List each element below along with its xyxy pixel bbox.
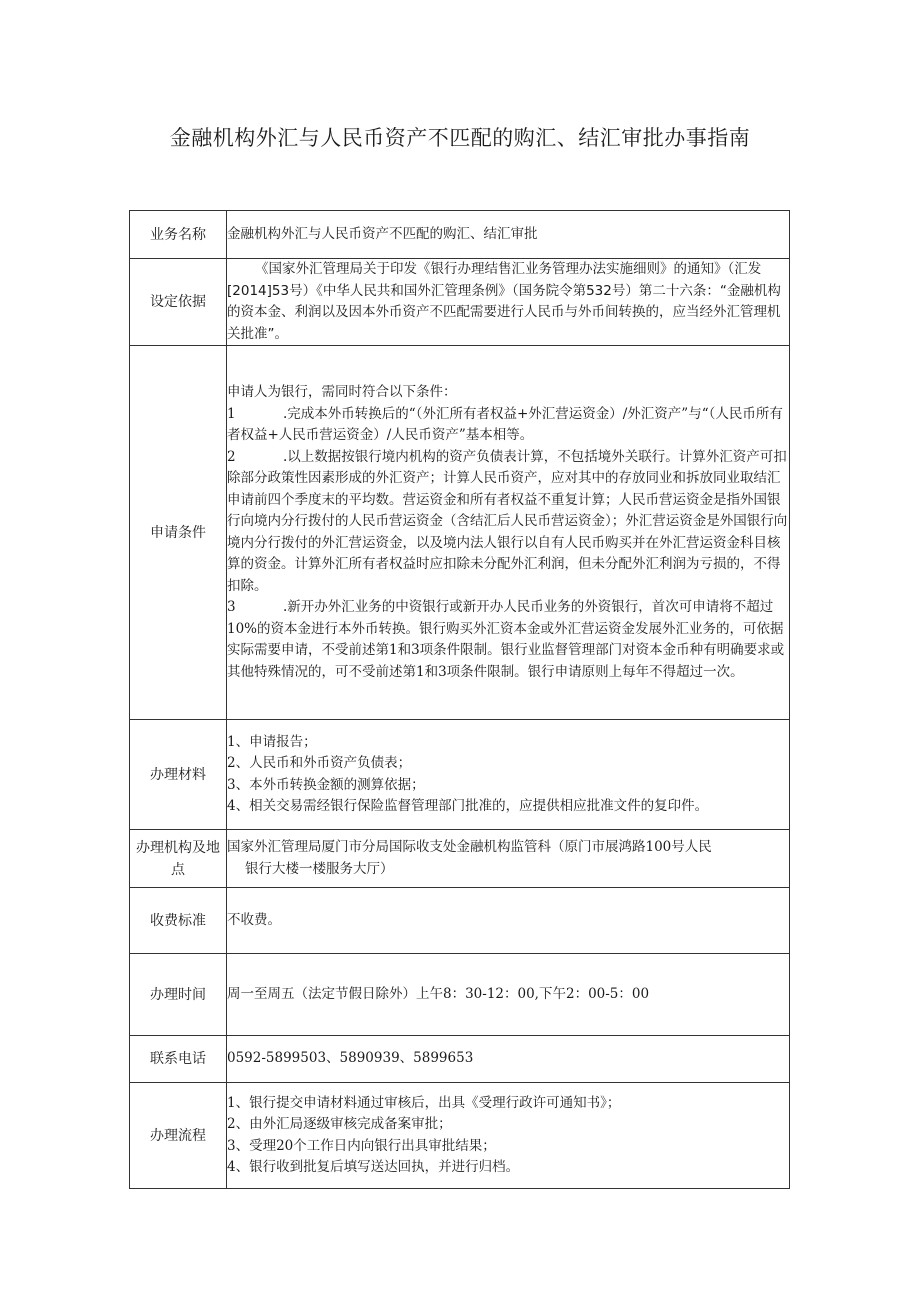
value-process [227,1083,790,1189]
table-row-phone [130,1036,790,1083]
value-hours: 周一至周五（法定节假日除外）上午8：30-12：00,下午2：00-5：00 [227,954,790,1036]
table-row-basis [130,259,790,346]
process-step: 4、银行收到批复后填写送达回执，并进行归档。 [227,1159,520,1175]
page-title: 金融机构外汇与人民币资产不匹配的购汇、结汇审批办事指南 [169,126,751,150]
value-fee: 不收费。 [227,888,790,954]
value-phone: 0592-5899503、5890939、5899653 [227,1036,790,1083]
condition-item-3 [227,597,789,683]
table-row-process [130,1083,790,1189]
condition-text: .完成本外币转换后的“（外汇所有者权益+外汇营运资金）/外汇资产”与“（人民币所有者权益+人民币营运资金）/人民币资产”基本相等。 [227,405,783,443]
table-row-hours [130,954,790,1036]
condition-text: .以上数据按银行境内机构的资产负债表计算，不包括境外关联行。计算外汇资产可扣除部分政策性因素形成的外汇资产；计算人民币资产，应对其中的存放同业和拆放同业取结汇申请前四个季度末的平均数。营运资金和所有者权益不重复计算；人民币营运资金是指外国银行向境内分行拨付的人民币营运资金（含结汇后人民币营运资金）；外汇营运资金是外国银行向境内分行拨付的外汇营运资金，以及境内法人银行以自有人民币购买并在外汇营运资金科目核算的资金。计算外汇所有者权益时应扣除未分配外汇利润，但未分配外汇利润为亏损的，不得扣除。 [227,448,788,594]
label-hours: 办理时间 [130,954,227,1036]
conditions-intro: 申请人为银行，需同时符合以下条件： [227,384,457,400]
condition-number: 1 [227,405,236,422]
label-basis: 设定依据 [130,259,227,346]
agency-line-2: 银行大楼一楼服务大厅） [245,860,394,877]
process-step: 3、受理20个工作日内向银行出具审批结果； [227,1137,496,1154]
label-materials: 办理材料 [130,720,227,830]
table-row-agency [130,830,790,888]
label-agency: 办理机构及地点 [130,830,227,888]
label-conditions: 申请条件 [130,346,227,720]
table-row-fee [130,888,790,954]
agency-line-1: 国家外汇管理局厦门市分局国际收支处金融机构监管科（原门市展鸿路100号人民 [227,839,712,855]
condition-number: 3 [227,599,236,615]
value-business-name: 金融机构外汇与人民币资产不匹配的购汇、结汇审批 [227,211,790,259]
value-basis: 《国家外汇管理局关于印发《银行办理结售汇业务管理办法实施细则》的通知》（汇发[2014]53号）《中华人民共和国外汇管理条例》（国务院令第532号）第二十六条：“金融机构的资本金、利润以及因本外币资产不匹配需要进行人民币与外币间转换的，应当经外汇管理机关批准”。 [227,259,790,346]
value-agency [227,830,790,888]
table-row-conditions [130,346,790,720]
table-row-materials [130,720,790,830]
material-item: 2、人民币和外币资产负债表； [227,755,412,771]
value-conditions [227,346,790,720]
condition-text: .新开办外汇业务的中资银行或新开办人民币业务的外资银行，首次可申请将不超过10%的资本金进行本外币转换。银行购买外汇资本金或外汇营运资金发展外汇业务的，可依据实际需要申请，不受前述第1和3项条件限制。银行业监督管理部门对资本金币种有明确要求或其他特殊情况的，可不受前述第1和3项条件限制。银行申请原则上每年不得超过一次。 [227,599,785,680]
process-step: 1、银行提交申请材料通过审核后，出具《受理行政许可通知书》； [227,1094,621,1111]
condition-item-2 [227,447,789,598]
label-process: 办理流程 [130,1083,227,1189]
guide-table [129,210,790,1189]
label-phone: 联系电话 [130,1036,227,1083]
label-fee: 收费标准 [130,888,227,954]
label-business-name: 业务名称 [130,211,227,259]
material-item: 4、相关交易需经银行保险监督管理部门批准的，应提供相应批准文件的复印件。 [227,798,709,814]
value-materials [227,720,790,830]
condition-number: 2 [227,448,236,465]
condition-item-1 [227,404,789,447]
material-item: 3、本外币转换金额的测算依据； [227,776,425,793]
process-step: 2、由外汇局逐级审核完成备案审批； [227,1116,452,1132]
table-row-business-name [130,211,790,259]
material-item: 1、申请报告； [227,733,317,750]
